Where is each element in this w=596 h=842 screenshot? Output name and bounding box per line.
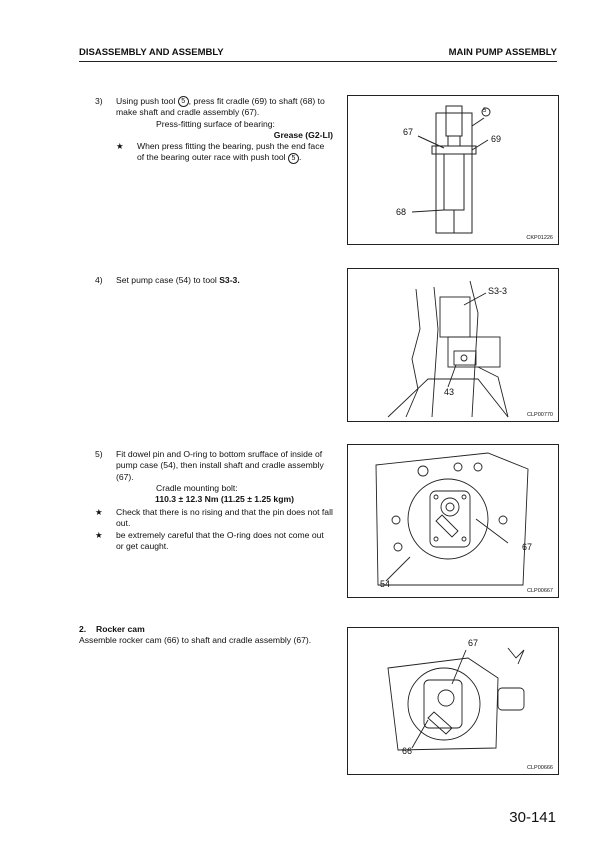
star-icon: ★	[95, 507, 103, 517]
figure-label: S3-3	[488, 286, 508, 296]
figure-label: 67	[403, 127, 414, 137]
figure-label: 67	[468, 638, 479, 648]
caution-note: ★ When press fitting the bearing, push the end face of the bearing outer race with push tool 5 .	[116, 141, 325, 163]
figure-id: CKP01226	[526, 235, 553, 241]
step-3	[95, 96, 333, 164]
page-header	[79, 47, 557, 62]
torque-spec: 110.3 ± 12.3 Nm (11.25 ± 1.25 kgm)	[155, 494, 294, 505]
figure-label: 68	[396, 207, 407, 217]
step-5-notes	[95, 507, 333, 552]
spec-label: Press-fitting surface of bearing:	[156, 118, 275, 129]
tool-number-5: 5	[178, 96, 189, 107]
figure-label: 43	[444, 387, 455, 397]
figure-label: 67	[522, 542, 533, 552]
section-title: Rocker cam	[96, 624, 145, 634]
caution-note: ★ Check that there is no rising and that the pin does not fall out.	[95, 507, 333, 529]
figure-shaft-press	[347, 95, 559, 245]
tool-reference: S3-3.	[219, 275, 240, 285]
figure-label: 69	[491, 134, 502, 144]
figure-case-with-cradle	[347, 444, 559, 598]
figure-id: CLP00667	[527, 588, 553, 594]
figure-label: 66	[402, 746, 413, 756]
figure-id: CLP00770	[527, 412, 553, 418]
grease-spec: Grease (G2-LI)	[273, 129, 333, 140]
page-number: 30-141	[509, 809, 556, 826]
header-section-title: DISASSEMBLY AND ASSEMBLY	[79, 47, 224, 58]
step-number: 4)	[95, 275, 103, 285]
step-number: 5)	[95, 449, 103, 459]
spec-label: Cradle mounting bolt:	[156, 482, 238, 493]
section-number: 2.	[79, 624, 87, 634]
figure-id: CLP00666	[527, 765, 553, 771]
step-number: 3)	[95, 96, 103, 106]
star-icon: ★	[95, 529, 103, 540]
caution-note: ★ be extremely careful that the O-ring does not come out or get caught.	[95, 529, 324, 551]
rocker-cam-drawing	[348, 628, 558, 774]
step-4: 4) Set pump case (54) to tool S3-3.	[95, 275, 240, 285]
section-text: Assemble rocker cam (66) to shaft and cradle assembly (67).	[79, 635, 312, 646]
star-icon: ★	[116, 141, 124, 152]
shaft-press-drawing	[348, 96, 558, 244]
pump-case-drawing	[348, 269, 558, 421]
step-5	[95, 449, 333, 505]
figure-pump-case-on-tool	[347, 268, 559, 422]
header-chapter-title: MAIN PUMP ASSEMBLY	[448, 47, 557, 58]
case-cradle-drawing	[348, 445, 558, 597]
figure-label: 5	[483, 108, 487, 114]
section-rocker-cam	[79, 624, 333, 647]
step-text: Using push tool 5 , press fit cradle (69) to shaft (68) to make shaft and cradle assembly (67).	[116, 96, 325, 118]
tool-number-5: 5	[288, 153, 299, 164]
figure-label: 54	[380, 579, 391, 589]
figure-rocker-cam	[347, 627, 559, 775]
step-text: Fit dowel pin and O-ring to bottom srufface of inside of pump case (54), then install shaft and cradle assembly (67).	[116, 449, 324, 482]
